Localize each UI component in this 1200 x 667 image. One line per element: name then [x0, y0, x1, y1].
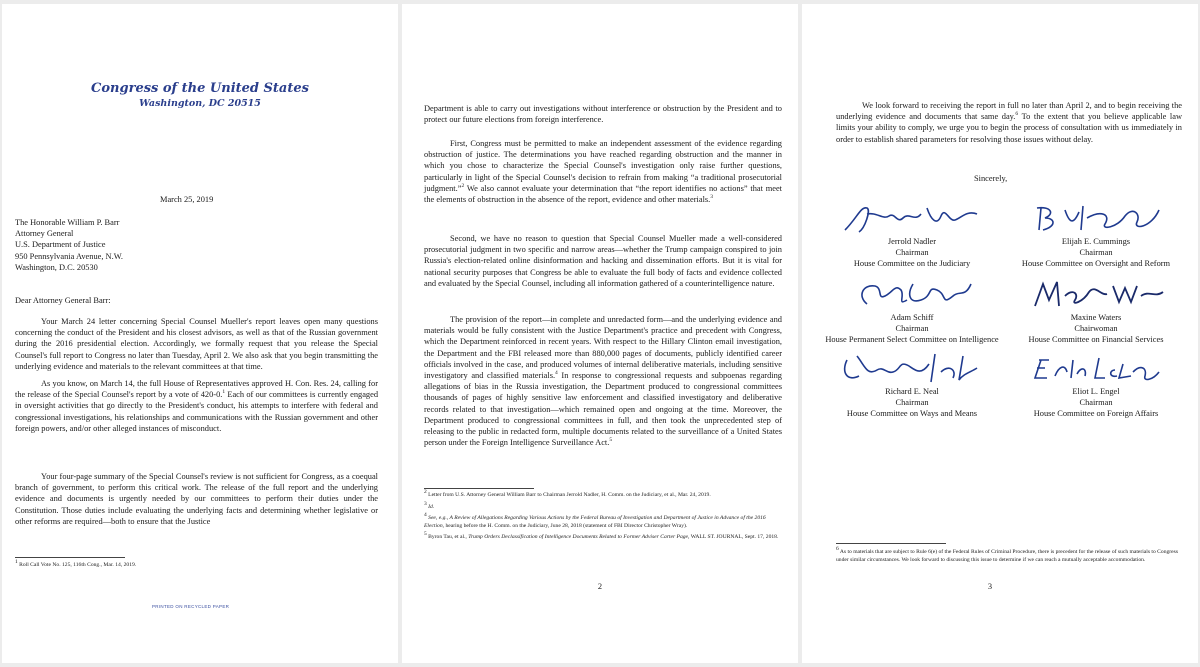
footnote: $^5$ Byron Tau, et al., Trump Orders Declassification of Intelligence Documents Related to Former Adviser Carter Page, WALL ST. JOURNAL, Sept. 17, 2018. [424, 531, 779, 541]
signatory-title: Chairman [895, 398, 929, 408]
closing: Sincerely, [974, 174, 1008, 183]
footnote: $^4$ See, e.g., A Review of Allegations Regarding Various Actions by the Federal Bureau of Investigation and Department of Justice in Advance of the 2016 Election, hearing before the H. Comm. on the Judiciary, June 28, 2018 (statement of FBI Director Christopher Wray). [424, 512, 766, 529]
signature-block [802, 276, 1022, 346]
handwritten-signature [837, 276, 987, 312]
footnote-ref: 6 [1015, 111, 1019, 118]
body-paragraph: Your March 24 letter concerning Special Counsel Mueller's report leaves open many questions concerning the conduct of the President and his closest advisors, as well as that of the Russian government during the 2016 presidential election. Accordingly, we formally request that you release the Special Counsel's full report to Congress no later than Tuesday, April 2. We also ask that you begin transmitting the underlying evidence and materials to the relevant committees at that time. [15, 317, 378, 371]
address-line: The Honorable William P. Barr [15, 218, 120, 227]
address-line: Washington, D.C. 20530 [15, 262, 98, 272]
letter-page-1 [2, 4, 398, 663]
address-line: Attorney General [15, 229, 74, 239]
signatory-committee: House Committee on the Judiciary [853, 259, 971, 269]
footnote-ref: 5 [609, 437, 613, 444]
signatory-name: Adam Schiff [890, 313, 934, 322]
body-paragraph: First, Congress must be permitted to make an independent assessment of the evidence regarding obstruction of justice. The determinations you have reached regarding obstruction and the manner in which you chose to characterize the Special Counsel's investigation only raise further questions, particularly in light of the Special Counsel's decision to refrain from making “a traditional prosecutorial judgment.”$^2$ We also cannot evaluate your determination that “the report identifies no actions” that meet the elements of obstruction in the absence of the report, evidence and other materials.$^3$ [424, 139, 782, 205]
footnote-ref: 2 [461, 183, 465, 190]
footnote-divider [424, 488, 534, 489]
signatory-name: Richard E. Neal [885, 387, 939, 396]
signatory-committee: House Committee on Ways and Means [846, 409, 978, 419]
signature-block [1016, 276, 1176, 346]
signatory-name: Elijah E. Cummings [1061, 237, 1131, 246]
footnote: $^2$ Letter from U.S. Attorney General William Barr to Chairman Jerrold Nadler, H. Comm. on the Judiciary, et al., Mar. 24, 2019. [424, 489, 711, 498]
letter-page-2 [402, 4, 798, 663]
handwritten-signature [1021, 350, 1171, 386]
signatory-title: Chairman [895, 248, 929, 258]
body-paragraph: Second, we have no reason to question that Special Counsel Mueller made a well-considered prosecutorial judgment in two specific and narrow areas—whether the Trump campaign conspired to join Russia's election-related online disinformation and hacking and dissemination efforts. But it is vital for national security purposes that Congress be able to evaluate the full body of facts and evidence collected and evaluated by the Special Counsel, including all information gathered of a counterintelligence nature. [424, 234, 782, 288]
footnote-divider [836, 543, 946, 544]
signature-block [1016, 200, 1176, 270]
footnote: $^1$ Roll Call Vote No. 125, 116th Cong., Mar. 14, 2019. [15, 559, 137, 568]
signatory-title: Chairman [1079, 398, 1113, 408]
page-number: 2 [597, 582, 603, 591]
footnote: $^6$ As to materials that are subject to Rule 6(e) of the Federal Rules of Criminal Procedure, there is precedent for the release of such materials to Congress under similar circumstances. We look forward to discussing this issue to determine if we can reach a mutually acceptable accommodation. [836, 546, 1178, 563]
signatory-committee: House Committee on Financial Services [1028, 335, 1164, 345]
body-paragraph: We look forward to receiving the report in full no later than April 2, and to begin receiving the underlying evidence and documents that same day.$^6$ To the extent that you believe applicable law limits your ability to comply, we urge you to begin the process of consultation with us immediately in order to establish shared parameters for resolving those issues without delay. [836, 101, 1182, 144]
address-line: 950 Pennsylvania Avenue, N.W. [15, 251, 123, 261]
signature-block [832, 350, 992, 420]
recipient-address [15, 217, 375, 273]
body-paragraph: As you know, on March 14, the full House of Representatives approved H. Con. Res. 24, calling for the release of the Special Counsel's report by a vote of 420-0.$^1$ Each of our committees is currently engaged in oversight activities that go directly to the President's conduct, his attempts to interfere with federal and congressional investigations, his relationships and communications with the Russian government and other foreign powers, and/or other alleged instances of misconduct. [15, 379, 379, 433]
footnote-divider [15, 557, 125, 558]
handwritten-signature [837, 200, 987, 236]
footnote-ref: 1 [222, 389, 226, 396]
handwritten-signature [837, 350, 987, 386]
signatory-name: Eliot L. Engel [1072, 387, 1120, 396]
footnote-ref: 3 [710, 194, 714, 201]
signatory-committee: House Committee on Foreign Affairs [1033, 409, 1159, 419]
letterhead-title: Congress of the United States [91, 81, 309, 96]
signatory-name: Maxine Waters [1070, 313, 1122, 322]
signature-block [1016, 350, 1176, 420]
signatory-committee: House Committee on Oversight and Reform [1021, 259, 1171, 269]
salutation: Dear Attorney General Barr: [15, 296, 111, 305]
address-line: U.S. Department of Justice [15, 240, 106, 250]
body-paragraph: Your four-page summary of the Special Counsel's review is not sufficient for Congress, as a coequal branch of government, to perform this critical work. The release of the full report and the underlying evidence and documents is urgently needed by our committees to perform their duties under the Constitution. Those duties include evaluating the underlying facts and determining whether legislative or other reforms are required—both to ensure that the Justice [15, 472, 378, 526]
handwritten-signature [1021, 276, 1171, 312]
signatory-name: Jerrold Nadler [887, 237, 937, 246]
signatory-title: Chairman [895, 324, 929, 334]
letterhead-subtitle: Washington, DC 20515 [139, 98, 261, 109]
body-paragraph: Department is able to carry out investigations without interference or obstruction by the President and to protect our future elections from foreign interference. [424, 104, 782, 125]
page-number: 3 [987, 582, 993, 591]
letter-page-3 [802, 4, 1198, 663]
letter-date: March 25, 2019 [160, 195, 214, 204]
footnote: $^3$ Id. [424, 500, 435, 510]
signatory-title: Chairwoman [1074, 324, 1118, 334]
footnotes [424, 489, 782, 546]
signatory-title: Chairman [1079, 248, 1113, 258]
handwritten-signature [1021, 200, 1171, 236]
signature-block [832, 200, 992, 270]
footnote-ref: 4 [555, 370, 558, 377]
signatory-committee: House Permanent Select Committee on Intelligence [825, 335, 999, 345]
body-paragraph: The provision of the report—in complete and unredacted form—and the underlying evidence and materials would be fully consistent with the Justice Department's practice and precedent with Congress, which the Department reinforced in recent years. With respect to the Hillary Clinton email investigation, the Department and the FBI released more than 880,000 pages of documents, publicly identified career officials involved in the case, and produced volumes of internal deliberative materials, including sensitive investigatory and classified materials.$^4$ In response to congressional requests and subpoenas regarding allegations of bias in the Russia investigation, the Department produced to congressional committees thousands of pages of highly sensitive law enforcement and classified investigatory and deliberative records related to that investigation—which remained open and ongoing at the time. Moreover, the Department produced to congressional committees in full, and then took the unprecedented step of releasing to the public in redacted form, multiple documents related to the surveillance of a United States person under the Foreign Intelligence Surveillance Act.$^5$ [424, 315, 782, 448]
recycled-paper-note: PRINTED ON RECYCLED PAPER [152, 604, 230, 609]
